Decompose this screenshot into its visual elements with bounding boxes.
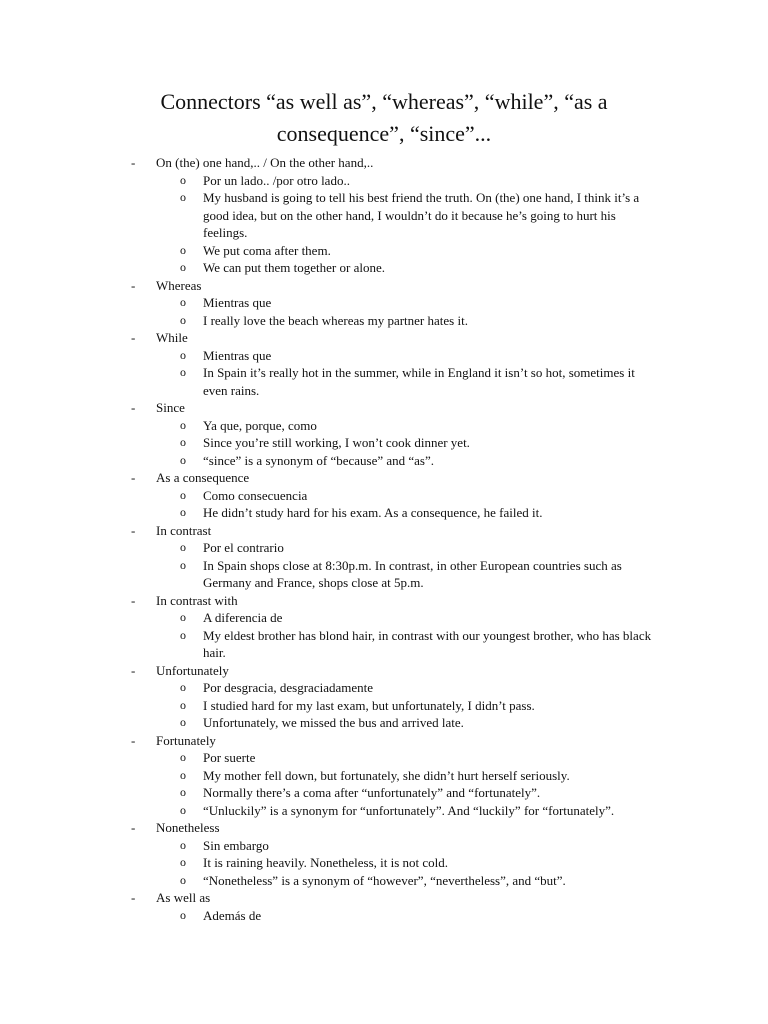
list-item-text: I really love the beach whereas my partner hates it. — [203, 312, 468, 328]
connector-section — [0, 329, 768, 399]
list-item — [0, 259, 768, 277]
dash-bullet: - — [131, 155, 136, 170]
dash-bullet: - — [131, 820, 136, 835]
circle-bullet: o — [180, 295, 186, 309]
list-item — [0, 487, 768, 505]
list-item — [0, 714, 768, 732]
list-item-text: Por un lado.. /por otro lado.. — [203, 172, 350, 188]
connector-subitems — [0, 907, 768, 925]
list-item — [0, 504, 768, 522]
connector-heading — [0, 522, 768, 540]
list-item — [0, 679, 768, 697]
circle-bullet: o — [180, 785, 186, 799]
title-line-2: consequence”, “since”... — [276, 121, 492, 146]
list-item — [0, 364, 768, 399]
connector-heading — [0, 592, 768, 610]
circle-bullet: o — [180, 452, 186, 467]
list-item — [0, 837, 768, 855]
connector-heading — [0, 819, 768, 837]
list-item — [0, 452, 768, 470]
list-item-text: It is raining heavily. Nonetheless, it is not cold. — [203, 855, 449, 870]
list-item — [0, 854, 768, 872]
list-item — [0, 767, 768, 785]
dash-bullet: - — [131, 890, 136, 905]
dash-bullet: - — [131, 522, 136, 538]
list-item-text: Mientras que — [203, 347, 272, 363]
dash-bullet: - — [131, 662, 136, 678]
list-item — [0, 627, 768, 662]
list-item — [0, 347, 768, 365]
list-item-text: “Unluckily” is a synonym for “unfortunately”. And “luckily” for “fortunately”. — [203, 802, 615, 818]
list-item — [0, 434, 768, 452]
list-item — [0, 312, 768, 330]
list-item-text: “Nonetheless” is a synonym of “however”, “nevertheless”, and “but”. — [203, 872, 566, 888]
connector-section — [0, 154, 768, 277]
circle-bullet: o — [180, 487, 186, 502]
connector-heading-text: As a consequence — [156, 470, 250, 485]
list-item — [0, 697, 768, 715]
dash-bullet: - — [131, 277, 136, 293]
connector-heading-text: On (the) one hand,.. / On the other hand,.. — [156, 155, 374, 170]
dash-bullet: - — [131, 732, 136, 748]
title-line-1: Connectors “as well as”, “whereas”, “while”, “as a — [160, 89, 608, 114]
connector-subitems — [0, 539, 768, 592]
connector-subitems — [0, 487, 768, 522]
connector-heading-text: In contrast with — [156, 592, 238, 608]
connector-section — [0, 889, 768, 924]
list-item — [0, 417, 768, 435]
list-item-text: Unfortunately, we missed the bus and arrived late. — [203, 715, 464, 730]
list-item-text: Como consecuencia — [203, 487, 308, 503]
circle-bullet: o — [180, 557, 186, 572]
circle-bullet: o — [180, 855, 186, 869]
dash-bullet: - — [131, 400, 136, 415]
list-item-text: “since” is a synonym of “because” and “as”. — [203, 452, 435, 468]
connector-heading-text: Fortunately — [156, 732, 216, 748]
list-item — [0, 609, 768, 627]
circle-bullet: o — [180, 715, 186, 729]
connector-subitems — [0, 417, 768, 470]
connector-heading-text: Nonetheless — [156, 820, 220, 835]
page-title — [100, 86, 668, 150]
connector-subitems — [0, 749, 768, 819]
connector-heading — [0, 329, 768, 347]
circle-bullet: o — [180, 767, 186, 782]
connector-heading — [0, 732, 768, 750]
list-item — [0, 539, 768, 557]
list-item-text: My mother fell down, but fortunately, she didn’t hurt herself seriously. — [203, 767, 570, 783]
connector-heading — [0, 277, 768, 295]
connector-heading-text: In contrast — [156, 522, 212, 538]
list-item — [0, 749, 768, 767]
circle-bullet: o — [180, 312, 186, 327]
connector-section — [0, 819, 768, 889]
connector-heading-text: As well as — [156, 890, 211, 905]
circle-bullet: o — [180, 417, 186, 432]
list-item-text: Además de — [203, 907, 262, 923]
list-item-text: My husband is going to tell his best friend the truth. On (the) one hand, I think it’s a good idea, but on the other hand, I wouldn’t do it because he’s going to hurt his feelings. — [203, 190, 640, 240]
list-item-text: He didn’t study hard for his exam. As a consequence, he failed it. — [203, 505, 543, 520]
list-item-text: Sin embargo — [203, 837, 269, 853]
circle-bullet: o — [180, 697, 186, 712]
list-item-text: Por suerte — [203, 750, 256, 765]
circle-bullet: o — [180, 627, 186, 642]
list-item-text: We can put them together or alone. — [203, 260, 385, 275]
connector-heading — [0, 399, 768, 417]
circle-bullet: o — [180, 260, 186, 274]
list-item-text: Ya que, porque, como — [203, 417, 317, 433]
list-item — [0, 872, 768, 890]
circle-bullet: o — [180, 435, 186, 449]
connector-heading — [0, 662, 768, 680]
connector-subitems — [0, 837, 768, 890]
connector-list — [0, 154, 768, 924]
circle-bullet: o — [180, 802, 186, 817]
connector-heading-text: Unfortunately — [156, 662, 229, 678]
circle-bullet: o — [180, 365, 186, 379]
list-item-text: I studied hard for my last exam, but unfortunately, I didn’t pass. — [203, 697, 535, 713]
connector-subitems — [0, 679, 768, 732]
connector-section — [0, 732, 768, 820]
list-item — [0, 557, 768, 592]
circle-bullet: o — [180, 347, 186, 362]
list-item-text: A diferencia de — [203, 610, 283, 625]
connector-section — [0, 522, 768, 592]
dash-bullet: - — [131, 470, 136, 485]
connector-subitems — [0, 294, 768, 329]
list-item-text: Por el contrario — [203, 540, 284, 555]
connector-subitems — [0, 172, 768, 277]
circle-bullet: o — [180, 750, 186, 764]
list-item — [0, 189, 768, 242]
list-item-text: Mientras que — [203, 295, 272, 310]
list-item-text: We put coma after them. — [203, 242, 331, 258]
connector-subitems — [0, 609, 768, 662]
dash-bullet: - — [131, 592, 136, 608]
circle-bullet: o — [180, 172, 186, 187]
circle-bullet: o — [180, 610, 186, 624]
list-item-text: My eldest brother has blond hair, in contrast with our youngest brother, who has black hair. — [203, 627, 652, 660]
circle-bullet: o — [180, 680, 186, 694]
circle-bullet: o — [180, 837, 186, 852]
list-item-text: In Spain it’s really hot in the summer, while in England it isn’t so hot, sometimes it even rains. — [203, 365, 635, 398]
list-item — [0, 242, 768, 260]
connector-heading — [0, 154, 768, 172]
circle-bullet: o — [180, 540, 186, 554]
connector-heading-text: Since — [156, 400, 185, 415]
connector-section — [0, 662, 768, 732]
connector-section — [0, 277, 768, 330]
list-item-text: Por desgracia, desgraciadamente — [203, 680, 374, 695]
list-item — [0, 172, 768, 190]
circle-bullet: o — [180, 872, 186, 887]
connector-section — [0, 469, 768, 522]
connector-heading — [0, 889, 768, 907]
list-item — [0, 802, 768, 820]
connector-heading-text: Whereas — [156, 277, 202, 293]
dash-bullet: - — [131, 330, 136, 345]
list-item — [0, 294, 768, 312]
connector-heading-text: While — [156, 330, 188, 345]
connector-section — [0, 399, 768, 469]
circle-bullet: o — [180, 242, 186, 257]
connector-section — [0, 592, 768, 662]
circle-bullet: o — [180, 907, 186, 922]
connector-subitems — [0, 347, 768, 400]
connector-heading — [0, 469, 768, 487]
list-item — [0, 907, 768, 925]
list-item-text: In Spain shops close at 8:30p.m. In contrast, in other European countries such as Germany and France, shops close at 5p.m. — [203, 557, 622, 590]
circle-bullet: o — [180, 190, 186, 204]
list-item-text: Since you’re still working, I won’t cook dinner yet. — [203, 435, 470, 450]
list-item-text: Normally there’s a coma after “unfortunately” and “fortunately”. — [203, 785, 541, 800]
list-item — [0, 784, 768, 802]
circle-bullet: o — [180, 505, 186, 519]
